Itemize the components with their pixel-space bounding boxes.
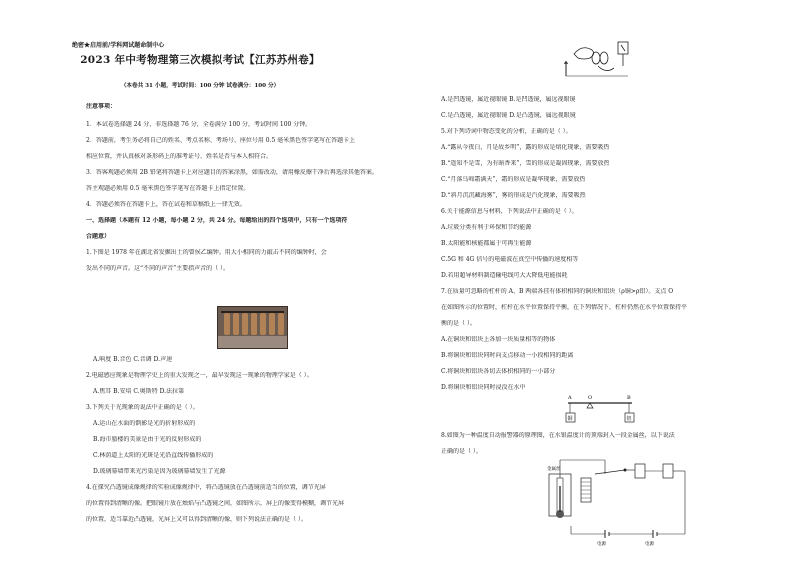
note-line: 1．本试卷选择题 24 分，非选择题 76 分，全卷满分 100 分，考试时间 100 分钟。 xyxy=(86,121,312,128)
question-4-option-ab: A.是凹透镜，属近视眼镜 B.是凹透镜，属远视眼镜 xyxy=(441,96,576,103)
temperature-alarm-circuit-figure xyxy=(545,456,695,548)
circuit-label-wire: 金属丝 xyxy=(547,467,561,472)
lever-label-o: O xyxy=(588,395,593,401)
circuit-label-source-2: 电源 xyxy=(645,542,654,547)
question-8-stem-cont: 正确的是（ ）。 xyxy=(441,448,482,455)
lever-figure xyxy=(565,393,635,427)
page-subtitle: （本卷共 31 小题，考试时间：100 分钟 试卷满分：100 分） xyxy=(120,83,280,89)
question-6-option-d: D.若用超导材料制造输电线可大大降低电能损耗 xyxy=(441,272,568,279)
question-5-option-d: D.“斜月沉沉藏海雾”，雾的形成是汽化现象，需要吸热 xyxy=(441,192,586,199)
question-5-option-b: B.“遥知不是雪，为有暗香来”，雪的形成是凝固现象，需要放热 xyxy=(441,160,610,167)
note-line: 4．答题必须答在答题卡上，答在试卷和草稿纸上一律无效。 xyxy=(86,201,246,208)
lever-label-b: B xyxy=(627,395,631,401)
section-heading: 一、选择题（本题有 12 小题，每小题 2 分，共 24 分。每题给出的四个选项中，只有一个选项符 xyxy=(86,217,348,224)
question-7-option-d: D.将铜块和铝块同时浸没在水中 xyxy=(441,384,526,391)
notes-heading: 注意事项： xyxy=(86,103,117,110)
question-3-option-c: C.林荫道上太阳的光斑是光沿直线传播形成的 xyxy=(93,452,214,459)
question-4-stem-cont: 的位置，适当靠近凸透镜，光屏上又可以得到清晰的像，则下列说法正确的是（ ）。 xyxy=(86,516,307,523)
question-4-option-cd: C.是凸透镜，属近视眼镜 D.是凸透镜，属远视眼镜 xyxy=(441,112,576,119)
question-7-option-b: B.将铜块和铝块同时向支点移动一小段相同的距离 xyxy=(441,352,574,359)
page-title: 2023 年中考物理第三次模拟考试【江苏苏州卷】 xyxy=(80,54,320,66)
question-5-stem: 5.对下列诗词中物态变化的分析，正确的是（ ）。 xyxy=(441,128,572,135)
question-7-stem: 7.在质量可忽略的杠杆的 A、B 两端各挂有体积相同的铜块和铝块（ρ铜>ρ铝）。支点 O xyxy=(441,288,674,295)
question-1-stem-cont: 发出不同的声音。这“不同的声音”主要指声音的（ ）。 xyxy=(86,265,230,272)
question-3-option-d: D.玻璃幕墙带来光污染是因为玻璃幕墙发生了光源 xyxy=(93,468,226,475)
question-3-option-a: A.运山在水面的倒影是光的折射形成的 xyxy=(93,420,196,427)
lever-block-aluminum: 铝 xyxy=(626,416,632,422)
question-1-options: A.响度 B.音色 C.音调 D.声速 xyxy=(93,356,173,363)
section-heading-cont: 合题意） xyxy=(86,233,111,240)
question-7-option-c: C.将铜块和铝块各切去体积相同的一小部分 xyxy=(441,368,556,375)
note-line: 相应位置，并认真核对条形码上的准考证号、姓名是否与本人相符合。 xyxy=(86,153,273,160)
lens-experiment-figure xyxy=(562,40,632,80)
question-7-stem-cont: 在如图所示的位置时，杠杆在水平位置保持平衡，在下列情况下，杠杆仍然在水平位置保持平 xyxy=(441,304,688,311)
question-6-option-a: A.垃圾分类有利于环保和节约能源 xyxy=(441,224,532,231)
question-6-option-b: B.太阳能和核能都属于可再生能源 xyxy=(441,240,532,247)
lever-block-copper: 铜 xyxy=(567,416,573,422)
confidential-badge: 绝密★启用前/学科网试题命制中心 xyxy=(72,42,165,49)
lever-label-a: A xyxy=(568,395,572,401)
question-6-stem: 6.关于能源信息与材料，下列说法中正确的是（ ）。 xyxy=(441,208,578,215)
question-7-option-a: A.在铜块和铝块上各加一块质量相等的物体 xyxy=(441,336,556,343)
question-5-option-c: C.“月落乌啼霜满天”，霜的形成是凝华现象，需要放热 xyxy=(441,176,586,183)
chime-bells-photo xyxy=(217,306,288,349)
note-line: 答主观题必须用 0.5 毫米黑色签字笔写在答题卡上指定位置。 xyxy=(86,185,250,192)
question-4-stem-cont: 的位置得到清晰的像。把眼镜片放在烛焰与凸透镜之间，如图所示，屏上的像变得模糊，调节光屏 xyxy=(86,500,345,507)
question-3-stem: 3.下列关于光现象的说法中正确的是（ ）。 xyxy=(86,404,199,411)
circuit-label-source-1: 电源 xyxy=(597,542,606,547)
note-line: 3．答客观题必须用 2B 铅笔将答题卡上对应题目的答案涂黑，如需改动，请用橡皮擦干净后再选涂其他答案。 xyxy=(86,169,378,176)
question-5-option-a: A.“露从今夜白，月是故乡明”，露的形成是熔化现象，需要吸热 xyxy=(441,144,610,151)
question-1-stem: 1.下图是 1978 年在湖北省发掘出土的曾侯乙编钟。用大小相同的力敲击不同的编钟时，会 xyxy=(86,249,327,256)
note-line: 2．答题前，考生务必将自己的姓名、考点名称、考场号、座位号用 0.5 毫米黑色签字笔写在答题卡上 xyxy=(86,137,356,144)
question-3-option-b: B.海市蜃楼的美景是由于光的反射形成的 xyxy=(93,436,202,443)
question-6-option-c: C.5G 和 4G 信号的电磁波在真空中传播的速度相等 xyxy=(441,256,579,263)
question-2-stem: 2.电磁感应现象是物理学史上的重大发现之一，最早发现这一现象的物理学家是（ ）。 xyxy=(86,372,313,379)
question-8-stem: 8.如图为一种温度自动报警器的原理图，在水银温度计的顶端封入一段金属丝，以下说法 xyxy=(441,432,675,439)
question-4-stem: 4.在探究凸透镜成像规律的实验成像规律中，将凸透镜放在凸透镜前适当的位置，调节光屏 xyxy=(86,484,326,491)
question-2-options: A.焦耳 B.安培 C.奥斯特 D.法拉第 xyxy=(93,388,185,395)
question-7-stem-cont: 衡的是（ ）。 xyxy=(441,320,476,327)
